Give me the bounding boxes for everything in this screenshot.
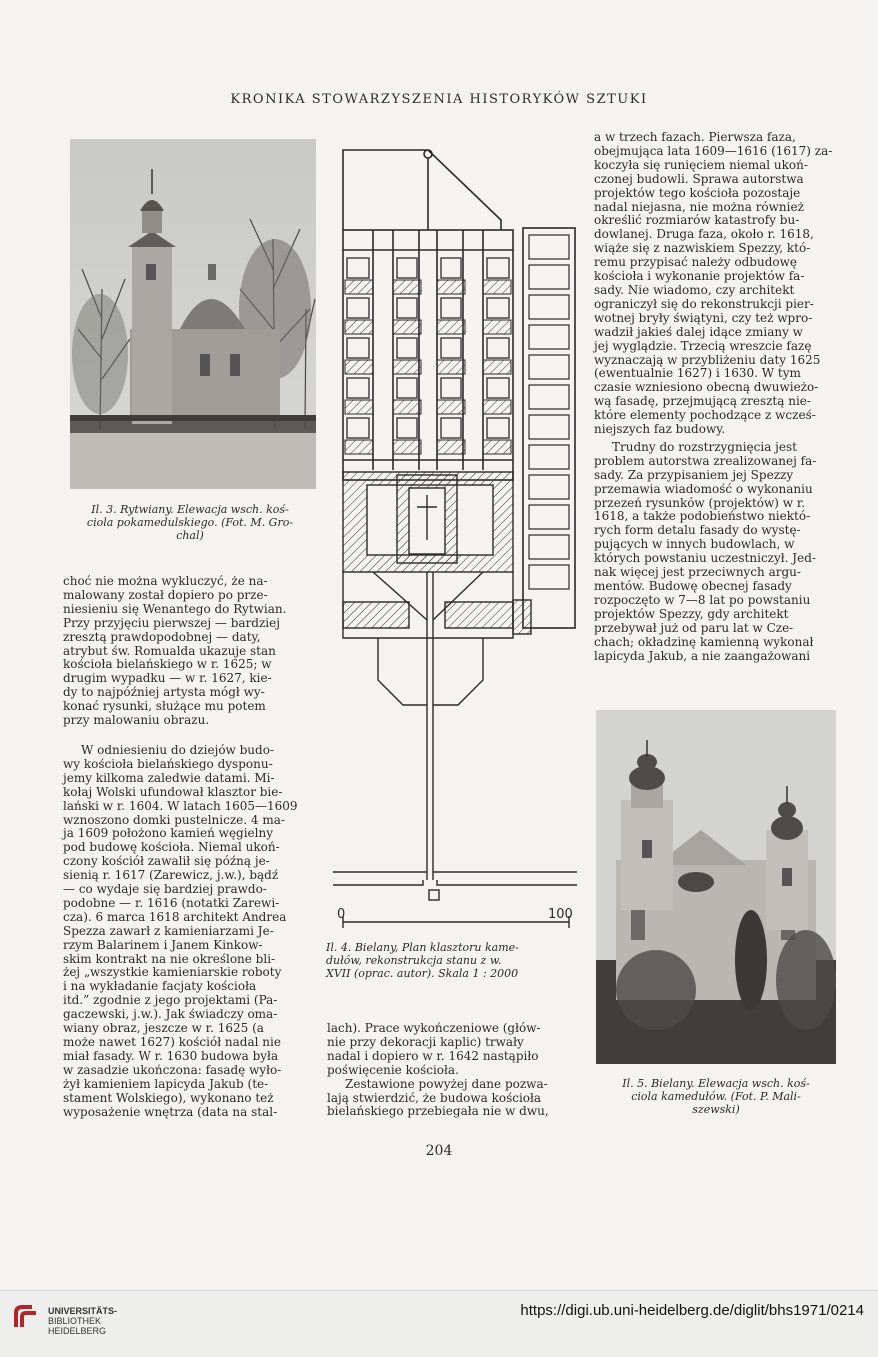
left-column	[63, 575, 319, 1119]
middle-paragraph-2: Zestawione powyżej dane pozwa- lają stwierdzić, że budowa kościoła bielańskiego przebiegała nie w dwu,	[327, 1076, 549, 1119]
right-column	[594, 131, 840, 663]
left-paragraph-2: W odniesieniu do dziejów budo- wy kościoła bielańskiego dysponu- jemy kilkoma zaledwie datami. Mi- kołaj Wolski ufundował klasztor bie- lański w r. 1604. W latach 1605—1609 wznoszono domki pustelnicze. 4 ma- ja 1609 położono kamień węgielny pod budowę kościoła. Niemal ukoń- czony kościół zawalił się późną je- sienią r. 1617 (Zarewicz, j.w.), bądź — co wydaje się bardziej prawdo- podobne — r. 1616 (notatki Zarewi- cza). 6 marca 1618 architekt Andrea Spezza zawarł z kamieniarzami Je- rzym Balarinem i Janem Kinkow- skim kontrakt na nie określone bli- żej „wszystkie kamieniarskie roboty i na wykładanie facjaty kościoła itd.” zgodnie z jego projektami (Pa- gaczewski, j.w.). Jak świadczy oma- wiany obraz, jeszcze w r. 1625 (a może nawet 1627) kościół nadal nie miał fasady. W r. 1630 budowa była w zasadzie ukończona: fasadę wyło- żył kamieniem lapicyda Jakub (te- stament Wolskiego), wykonano też wyposażenie wnętrza (data na stal-	[63, 742, 298, 1119]
page-number: 204	[425, 1143, 453, 1159]
fig3-caption: Il. 3. Rytwiany. Elewacja wsch. koś- ciola pokamedulskiego. (Fot. M. Gro- chal)	[86, 503, 294, 542]
running-header: KRONIKA STOWARZYSZENIA HISTORYKÓW SZTUKI	[230, 92, 648, 107]
fig5-caption: Il. 5. Bielany. Elewacja wsch. koś- ciola kamedułów. (Fot. P. Mali- szewski)	[622, 1077, 810, 1116]
right-paragraph-2: Trudny do rozstrzygnięcia jest problem autorstwa zrealizowanej fa- sady. Za przypisaniem jej Spezzy przemawia wiadomość o wykonaniu przezeń rysunków (projektów) w r. 1618, a także podobieństwo niektó- rych form detalu fasady do wystę- pujących w innych budowlach, w których powstaniu uczestniczył. Jed- nak więcej jest przeciwnych argu- mentów. Budowę obecnej fasady rozpoczęto w 7—8 lat po powstaniu projektów Spezzy, gdy architekt przebywał już od paru lat w Cze- chach; okładzinę kamienną wykonał lapicyda Jakub, a nie zaangażowani	[594, 439, 817, 663]
fig4-scale-end: 100	[548, 907, 573, 922]
library-name	[48, 1306, 117, 1336]
fig4-plan-drawing	[333, 140, 585, 935]
fig3-photo-rytwiany-church	[70, 139, 316, 489]
right-paragraph-1: a w trzech fazach. Pierwsza faza, obejmująca lata 1609—1616 (1617) za- koczyła się runięciem niemal ukoń- czonej budowli. Sprawa autorstwa projektów tego kościoła pozostaje nadal niejasna, nie można również określić rozmiarów katastrofy bu- dowlanej. Druga faza, około r. 1618, wiąże się z nazwiskiem Spezzy, któ- remu przypisać należy odbudowę kościoła i wykonanie projektów fa- sady. Nie wiadomo, czy architekt ograniczył się do rekonstrukcji pier- wotnej bryły świątyni, czy też wpro- wadził jakieś dalej idące zmiany w jej wyglądzie. Trzecią wreszcie fazę wyznaczają w przybliżeniu daty 1625 (ewentualnie 1627) i 1630. W tym czasie wzniesiono obecną dwuwieżo- wą fasadę, przejmującą zresztą nie- które elementy pochodzące z wcześ- niejszych faz budowy.	[594, 130, 833, 437]
permalink-url[interactable]: https://digi.ub.uni-heidelberg.de/diglit/bhs1971/0214	[520, 1302, 864, 1319]
library-line-1: UNIVERSITÄTS-	[48, 1306, 118, 1316]
middle-column	[327, 1022, 585, 1119]
library-line-3: HEIDELBERG	[48, 1326, 107, 1336]
fig4-scale-start: 0	[337, 907, 346, 922]
library-line-2: BIBLIOTHEK	[48, 1316, 102, 1326]
middle-paragraph-1: lach). Prace wykończeniowe (głów- nie przy dekoracji kaplic) trwały nadal i dopiero w r. 1642 nastąpiło poświęcenie kościoła.	[327, 1021, 541, 1077]
fig4-caption: Il. 4. Bielany, Plan klasztoru kame- dułów, rekonstrukcja stanu z w. XVII (oprac. autor). Skala 1 : 2000	[326, 941, 519, 980]
fig5-photo-bielany-church	[596, 710, 836, 1064]
left-paragraph-1: choć nie można wykluczyć, że na- malowany został dopiero po prze- niesieniu się Wenantego do Rytwian. Przy przyjęciu pierwszej — bardziej zresztą prawdopodobnej — daty, atrybut św. Romualda ukazuje stan kościoła bielańskiego w r. 1625; w drugim wypadku — w r. 1627, kie- dy to najpóźniej artysta mógł wy- konać rysunki, służące mu potem przy malowaniu obrazu.	[63, 574, 287, 728]
footer-bar	[0, 1290, 878, 1357]
library-logo-icon	[12, 1303, 40, 1331]
